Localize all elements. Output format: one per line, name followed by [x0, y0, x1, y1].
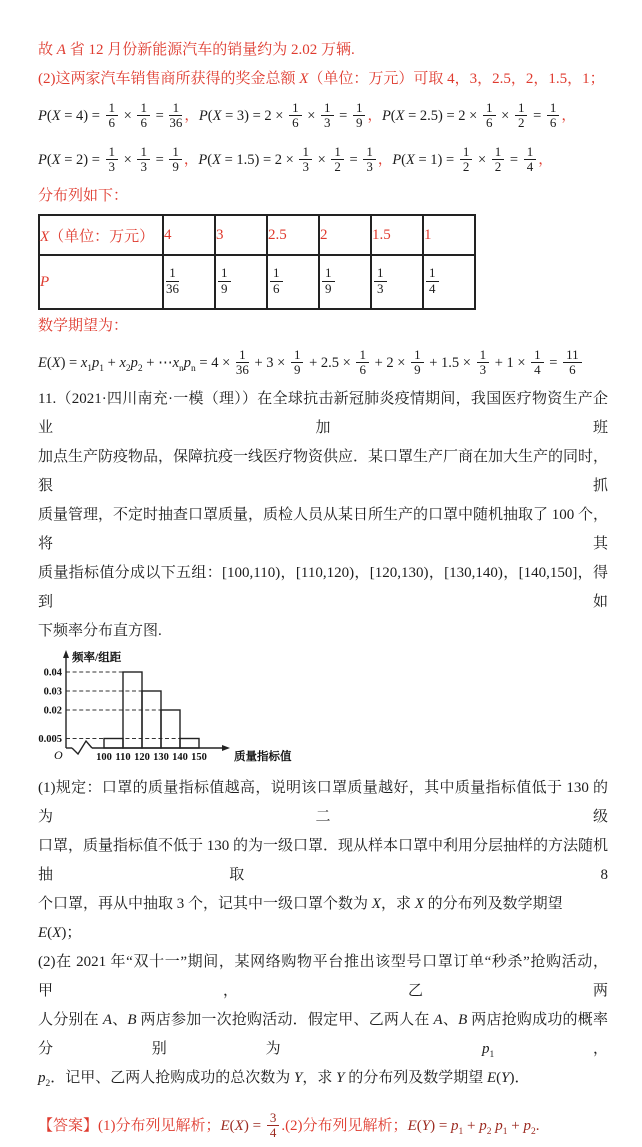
denominator: 3	[302, 159, 309, 175]
table-row-label-p: P	[40, 273, 50, 290]
table-cell-probability	[267, 255, 319, 309]
text-run: )；	[61, 925, 82, 941]
table-cell-x-value: 2	[319, 215, 371, 255]
text-run: =	[335, 108, 351, 124]
frequency-histogram	[34, 648, 608, 772]
math-var: Y	[336, 1070, 345, 1086]
math-var: E	[220, 1118, 230, 1134]
denominator: 2	[462, 159, 470, 175]
numerator: 1	[363, 145, 376, 161]
math-var: X	[40, 228, 50, 245]
fraction	[363, 145, 376, 175]
numerator: 1	[531, 348, 544, 364]
text-run: + ⋯	[142, 355, 173, 371]
table-header-x	[39, 215, 163, 255]
text-run: 11.（2021·四川南充·一模（理））在全球抗击新冠肺炎疫情期间，我国医疗物资生产企业加班	[38, 391, 608, 436]
text-run: (	[47, 925, 53, 941]
math-var: X	[414, 896, 424, 912]
text-run: ×	[303, 108, 319, 124]
fraction	[547, 101, 560, 131]
math-var: X	[51, 108, 61, 124]
subscript: 1	[99, 363, 105, 374]
origin-label: O	[54, 748, 63, 762]
text-run: 的分布列及数学期望	[423, 896, 563, 912]
text-run: (	[46, 108, 52, 124]
y-tick-label: 0.005	[38, 734, 62, 745]
denominator: 6	[140, 115, 147, 131]
table-cell-probability	[319, 255, 371, 309]
text-run: ×	[120, 108, 136, 124]
problem11-part2-line	[38, 948, 608, 1006]
numerator: 1	[547, 101, 560, 117]
math-var: p	[38, 1070, 46, 1086]
fraction	[291, 348, 304, 378]
numerator: 1	[106, 145, 119, 161]
text-run: 下频率分布直方图.	[38, 623, 162, 639]
numerator: 1	[106, 101, 119, 117]
math-var: E	[486, 1070, 497, 1086]
math-var: P	[392, 152, 402, 168]
fraction	[515, 101, 528, 131]
fraction: $\frac{1}{36}$	[166, 264, 179, 296]
numerator: 1	[477, 348, 490, 364]
denominator: 3	[366, 159, 373, 175]
numerator: 1	[411, 348, 424, 364]
x-axis-label: 质量指标值	[234, 751, 292, 763]
fraction	[321, 101, 334, 131]
math-var: p	[481, 1041, 490, 1057]
x-tick-label: 120	[134, 752, 150, 763]
text-run: + 1 ×	[491, 355, 530, 371]
text-run: + 2 ×	[370, 355, 410, 371]
denominator: 2	[494, 159, 502, 175]
numerator: 1	[483, 101, 496, 117]
fraction	[236, 348, 249, 378]
numerator: 1	[321, 101, 334, 117]
table-cell-x-value: 4	[163, 215, 215, 255]
text-run: (1)规定：口罩的质量指标值越高，说明该口罩质量越好，其中质量指标值低于 130 的为二级	[38, 780, 608, 825]
math-var: Y	[421, 1118, 431, 1134]
solution-sales-line	[38, 36, 608, 65]
solution-prize-line	[38, 65, 608, 94]
math-var: E	[38, 925, 48, 941]
answer-line	[38, 1105, 608, 1147]
denominator: 9	[355, 115, 363, 131]
problem11-line	[38, 559, 608, 617]
fraction	[169, 145, 182, 175]
problem11-part2-line	[38, 1064, 608, 1093]
fraction	[460, 145, 473, 175]
denominator: 6	[292, 115, 299, 131]
text-run: =	[506, 152, 522, 168]
text-run: = 4 ×	[195, 355, 234, 371]
math-var: X	[52, 925, 62, 941]
numerator: 1	[524, 145, 537, 161]
subscript: 2	[486, 1127, 492, 1137]
table-cell-x-value: 2.5	[267, 215, 319, 255]
fraction: $\frac{1}{6}$	[270, 266, 283, 296]
math-var: p	[523, 1118, 531, 1134]
text-run: +	[104, 355, 120, 371]
x-tick-label: 130	[153, 752, 169, 763]
table-cell-x-value: 1.5	[371, 215, 423, 255]
numerator: 1	[492, 145, 505, 161]
math-var: X	[406, 152, 415, 168]
text-run: +	[507, 1118, 524, 1134]
denominator: 3	[324, 115, 331, 131]
math-var: P	[198, 108, 208, 124]
denominator: 9	[172, 159, 179, 175]
numerator: 1	[460, 145, 473, 161]
problem11-part1-line	[38, 890, 608, 948]
denominator: 6	[359, 362, 366, 378]
histogram-bar	[161, 710, 180, 748]
fraction	[411, 348, 424, 378]
math-var: P	[381, 108, 391, 124]
fraction	[563, 348, 582, 378]
math-var: x	[119, 355, 126, 371]
text-run: 两店抢购成功的概率分别为	[38, 1012, 608, 1057]
expectation-label: 数学期望为：	[38, 318, 129, 334]
text-run: （单位：万元）可取 4，3，2.5，2，1.5，1；	[308, 71, 605, 87]
text-run: ) =	[243, 1118, 265, 1134]
red-text-run: ，	[538, 152, 553, 168]
fraction	[483, 101, 496, 131]
numerator: 1	[515, 101, 528, 117]
red-text-run: .(2)分布列见解析；	[281, 1118, 408, 1134]
problem11-line	[38, 385, 608, 443]
y-axis-arrow	[63, 650, 69, 658]
math-var: x	[172, 355, 180, 371]
fraction	[299, 145, 312, 175]
math-var: Y	[294, 1070, 303, 1086]
text-run: 、	[442, 1012, 459, 1028]
text-run: ) =	[430, 1118, 452, 1134]
text-run: 省 12 月份新能源汽车的销量约为 2.02 万辆.	[65, 42, 355, 58]
table-cell-x-value: 3	[215, 215, 267, 255]
text-run: 质量指标值分成以下五组：[100,110)，[110,120)，[120,130)，[130,140)，[140,150]，得到如	[38, 565, 608, 610]
text-run: + 2.5 ×	[305, 355, 355, 371]
numerator: 1	[169, 101, 182, 117]
numerator: 11	[563, 348, 582, 364]
math-var: X	[371, 896, 381, 912]
distribution-table-label: 分布列如下：	[38, 188, 129, 204]
problem11-line	[38, 501, 608, 559]
subscript: 2	[137, 363, 143, 374]
y-axis-label: 频率/组距	[72, 652, 122, 664]
numerator: 1	[353, 101, 366, 117]
math-var: A	[102, 1012, 112, 1028]
text-run: ，求	[302, 1070, 337, 1086]
math-var: B	[127, 1012, 137, 1028]
text-run: +	[463, 1118, 480, 1134]
table-cell-x-value: 1	[423, 215, 475, 255]
numerator: 3	[267, 1111, 280, 1127]
math-var: X	[51, 152, 61, 168]
numerator: 1	[331, 145, 344, 161]
denominator: 6	[549, 115, 557, 131]
numerator: 1	[356, 348, 369, 364]
fraction	[492, 145, 505, 175]
text-run: ×	[313, 152, 330, 168]
fraction	[289, 101, 302, 131]
text-run: + 3 ×	[250, 355, 289, 371]
denominator: 2	[517, 115, 525, 131]
x-axis-arrow	[222, 745, 230, 751]
fraction	[356, 348, 369, 378]
fraction: $\frac{1}{4}$	[426, 266, 439, 296]
math-var: p	[495, 1118, 503, 1134]
subscript: 1	[502, 1127, 508, 1137]
denominator: 3	[479, 362, 487, 378]
x-tick-label: 150	[191, 752, 207, 763]
probability-formula-line-2	[38, 138, 608, 182]
subscript: n	[179, 363, 184, 374]
fraction	[169, 101, 182, 131]
math-var: p	[130, 355, 138, 371]
text-run: =	[151, 152, 168, 168]
denominator: 36	[235, 362, 249, 378]
fraction: $\frac{1}{9}$	[218, 266, 231, 296]
x-tick-label: 100	[96, 752, 112, 763]
fraction	[267, 1111, 280, 1141]
numerator: 1	[169, 145, 182, 161]
subscript: 1	[87, 363, 93, 374]
text-run: 两店参加一次抢购活动．假定甲、乙两人在	[136, 1012, 434, 1028]
text-run: (	[207, 152, 213, 168]
subscript: n	[191, 363, 196, 374]
text-run: .	[535, 1118, 540, 1134]
math-var: Y	[501, 1070, 510, 1086]
text-run: = 2.5) = 2 ×	[404, 108, 481, 124]
math-var: B	[458, 1012, 468, 1028]
text-run: 口罩，质量指标值不低于 130 的为一级口罩．现从样本口罩中利用分层抽样的方法随机抽取 8	[38, 838, 609, 883]
text-run: ×	[474, 152, 490, 168]
text-run: = 2) =	[60, 152, 104, 168]
text-run: （单位：万元）	[49, 228, 155, 245]
text-run: = 3) = 2 ×	[221, 108, 288, 124]
table-cell-probability	[371, 255, 423, 309]
text-run: 人分别在	[38, 1012, 103, 1028]
text-run: ，	[494, 1041, 608, 1057]
fraction	[353, 101, 366, 131]
axis-break-zigzag	[72, 741, 92, 754]
fraction	[331, 145, 344, 175]
text-run: 的分布列及数学期望	[344, 1070, 487, 1086]
text-run: ) =	[60, 355, 81, 371]
text-run: (2)在 2021 年“双十一”期间，某网络购物平台推出该型号口罩订单“秒杀”抢购活动，甲，乙两	[38, 954, 608, 999]
problem11-line	[38, 443, 608, 501]
text-run: ，求	[380, 896, 415, 912]
problem11-line	[38, 617, 608, 646]
math-var: P	[198, 152, 208, 168]
text-run: ×	[120, 152, 136, 168]
text-run: (	[46, 355, 52, 371]
problem11-part1-line	[38, 832, 608, 890]
text-run: (2)这两家汽车销售商所获得的奖金总额	[38, 71, 300, 87]
red-text-run: ，	[367, 108, 382, 124]
problem11-part1-line	[38, 774, 608, 832]
red-text-run: ，	[561, 108, 576, 124]
text-run: + 1.5 ×	[425, 355, 475, 371]
text-run: = 4) =	[60, 108, 104, 124]
fraction: $\frac{1}{3}$	[374, 266, 387, 296]
text-run: (	[229, 1118, 235, 1134]
text-run: = 1) =	[414, 152, 458, 168]
math-var: X	[395, 108, 405, 124]
histogram-bar	[104, 739, 123, 749]
text-run: = 1.5) = 2 ×	[220, 152, 298, 168]
text-run: (	[46, 152, 52, 168]
subscript: 2	[530, 1127, 536, 1137]
numerator: 1	[291, 348, 304, 364]
red-text-run: 【答案】(1)分布列见解析；	[38, 1118, 221, 1134]
math-var: E	[38, 355, 47, 371]
red-text-run: ，	[377, 152, 393, 168]
math-var: E	[407, 1118, 417, 1134]
text-run: 加点生产防疫物品，保障抗疫一线医疗物资供应．某口罩生产厂商在加大生产的同时，狠抓	[38, 449, 609, 494]
math-var: P	[38, 152, 47, 168]
math-var: p	[92, 355, 100, 371]
math-var: p	[479, 1118, 487, 1134]
denominator: 6	[486, 115, 493, 131]
histogram-bar	[180, 739, 199, 749]
text-run: =	[529, 108, 545, 124]
text-run: (	[401, 152, 407, 168]
table-row-probabilities	[39, 255, 475, 309]
math-var: X	[51, 355, 61, 371]
problem11-part2-line	[38, 1006, 608, 1064]
red-text-run: ，	[183, 152, 199, 168]
text-run: (	[496, 1070, 502, 1086]
subscript: 2	[125, 363, 131, 374]
denominator: 3	[108, 159, 115, 175]
fraction	[137, 145, 150, 175]
text-run: 故	[38, 42, 57, 58]
histogram-bar	[142, 691, 161, 748]
text-run: (	[390, 108, 396, 124]
denominator: 4	[269, 1125, 277, 1141]
distribution-table	[38, 214, 476, 310]
histogram-svg	[34, 648, 364, 772]
text-run: 质量管理，不定时抽查口罩质量，质检人员从某日所生产的口罩中随机抽取了 100 个，将其	[38, 507, 609, 552]
fraction: $\frac{1}{9}$	[322, 266, 335, 296]
denominator: 4	[526, 159, 534, 175]
math-var: X	[212, 108, 222, 124]
math-var: P	[38, 108, 47, 124]
denominator: 2	[334, 159, 341, 175]
numerator: 1	[137, 101, 150, 117]
text-run: =	[151, 108, 168, 124]
text-run: )．	[509, 1070, 530, 1086]
y-tick-label: 0.04	[43, 667, 62, 679]
text-run: =	[545, 355, 562, 371]
numerator: 1	[289, 101, 302, 117]
fraction	[531, 348, 544, 378]
text-run: (	[207, 108, 213, 124]
fraction	[524, 145, 537, 175]
table-cell-probability	[215, 255, 267, 309]
denominator: 36	[169, 115, 183, 131]
expectation-formula	[38, 341, 608, 385]
numerator: 1	[299, 145, 312, 161]
denominator: 6	[569, 362, 576, 378]
red-text-run: ，	[184, 108, 199, 124]
text-run: ．记甲、乙两人抢购成功的总次数为	[50, 1070, 295, 1086]
fraction	[106, 101, 119, 131]
fraction	[137, 101, 150, 131]
text-run: 个口罩，再从中抽取 3 个，记其中一级口罩个数为	[38, 896, 372, 912]
math-var: A	[433, 1012, 443, 1028]
math-var: p	[451, 1118, 459, 1134]
text-run: =	[345, 152, 362, 168]
fraction	[106, 145, 119, 175]
subscript: 1	[458, 1127, 464, 1137]
table-cell-probability	[163, 255, 215, 309]
table-cell-probability	[423, 255, 475, 309]
subscript: 2	[45, 1079, 51, 1089]
math-var: A	[56, 42, 66, 58]
denominator: 6	[108, 115, 115, 131]
text-run: ×	[497, 108, 513, 124]
y-tick-label: 0.03	[43, 686, 62, 698]
denominator: 4	[534, 362, 541, 378]
numerator: 1	[236, 348, 249, 364]
math-var: x	[80, 355, 88, 371]
table-row-x-values	[39, 215, 475, 255]
denominator: 9	[414, 362, 421, 378]
numerator: 1	[137, 145, 150, 161]
probability-formula-line-1	[38, 94, 608, 138]
y-tick-label: 0.02	[43, 705, 62, 717]
text-run: 、	[111, 1012, 128, 1028]
fraction	[477, 348, 490, 378]
denominator: 9	[293, 362, 301, 378]
math-var: X	[299, 71, 309, 87]
math-var: X	[234, 1118, 244, 1134]
x-tick-label: 140	[172, 752, 188, 763]
text-run: (	[416, 1118, 422, 1134]
math-var: X	[212, 152, 221, 168]
x-tick-label: 110	[115, 752, 131, 763]
denominator: 3	[140, 159, 147, 175]
math-var: p	[183, 355, 192, 371]
subscript: 1	[489, 1050, 495, 1060]
